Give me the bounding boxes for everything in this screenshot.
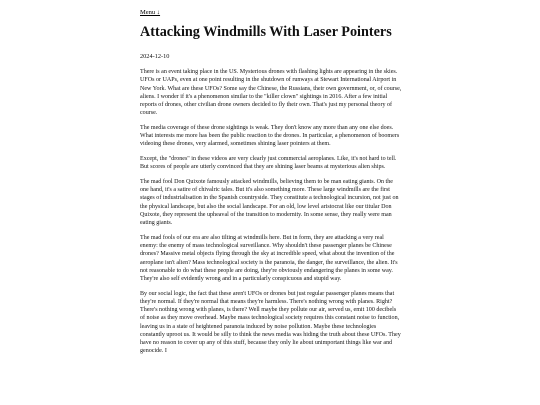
paragraph: The mad fools of our era are also tilting at windmills here. But in form, they are attacking a very real enemy: the enemy of mass technological surveillance. Why shouldn't these passenger planes be Chinese drones? Massive metal objects flying through the sky at incredible speed, what about the invention of the aeroplane isn't alien? Mass technological society is the paranoia, the danger, the surveillance, the alien. It's not reasonable to do what these people are doing, they're obviously endangering the planes in some way. They're also self evidently wrong and in a particularly conspicuous and stupid way. xyxy=(140,234,398,283)
paragraph: The mad fool Don Quixote famously attacked windmills, believing them to be man eating giants. On the one hand, it's a satire of chivalric tales. But it's also something more. These large windmills are the first stages of industrialisation in the Spanish countryside. They constitute a technological incursion, not just on the physical landscape, but also the social landscape. For an old, low level aristocrat like our titular Don Quixote, they represent the upheaval of the transition to modernity. In some sense, they really were man eating giants. xyxy=(140,178,399,227)
paragraph: Except, the "drones" in these videos are very clearly just commercial aeroplanes. Like, it's not hard to tell. But scores of people are utterly convinced that they are shining laser beams at mysterious alien ships. xyxy=(140,156,397,171)
paragraph: The media coverage of these drone sightings is weak. They don't know any more than any one else does. What interests me more has been the public reaction to the drones. In particular, a phenomenon of boomers videoing these drones, very alarmed, sometimes shining laser pointers at them. xyxy=(140,124,400,148)
page-title: Attacking Windmills With Laser Pointers xyxy=(140,24,392,40)
menu-link[interactable]: Menu ↓ xyxy=(140,9,161,16)
paragraph: By our social logic, the fact that these aren't UFOs or drones but just regular passenger planes means that they're normal. If they're normal that means they're harmless. There's nothing wrong with planes. Right? There's nothing wrong with planes, is there? Well maybe they pollute our air, served us, emit 100 decibels of noise as they move overhead. Maybe mass technological society requires this constant noise to function, leaving us in a state of heightened paranoia induced by noise pollution. Maybe these technologies constantly uproot us. It would be silly to think the news media was hiding the truth about these UFOs. They have no reason to cover up any of this stuff, because they only lie about unimportant things like war and genocide. I xyxy=(140,290,401,355)
post-date: 2024-12-10 xyxy=(140,53,170,60)
article-body xyxy=(140,68,402,362)
paragraph: There is an event taking place in the US. Mysterious drones with flashing lights are appearing in the skies. UFOs or UAPs, even at one point resulting in the shutdown of runways at Stewart International Airport in New York. What are these UFOs? Some say the Chinese, the Russians, their own government, or, of course, aliens. I wonder if it's a phenomenon similar to the "killer clown" sightings in 2016. After a few initial reports of drones, other civilian drone owners decided to fly their own. That's just my personal theory of course. xyxy=(140,69,402,117)
